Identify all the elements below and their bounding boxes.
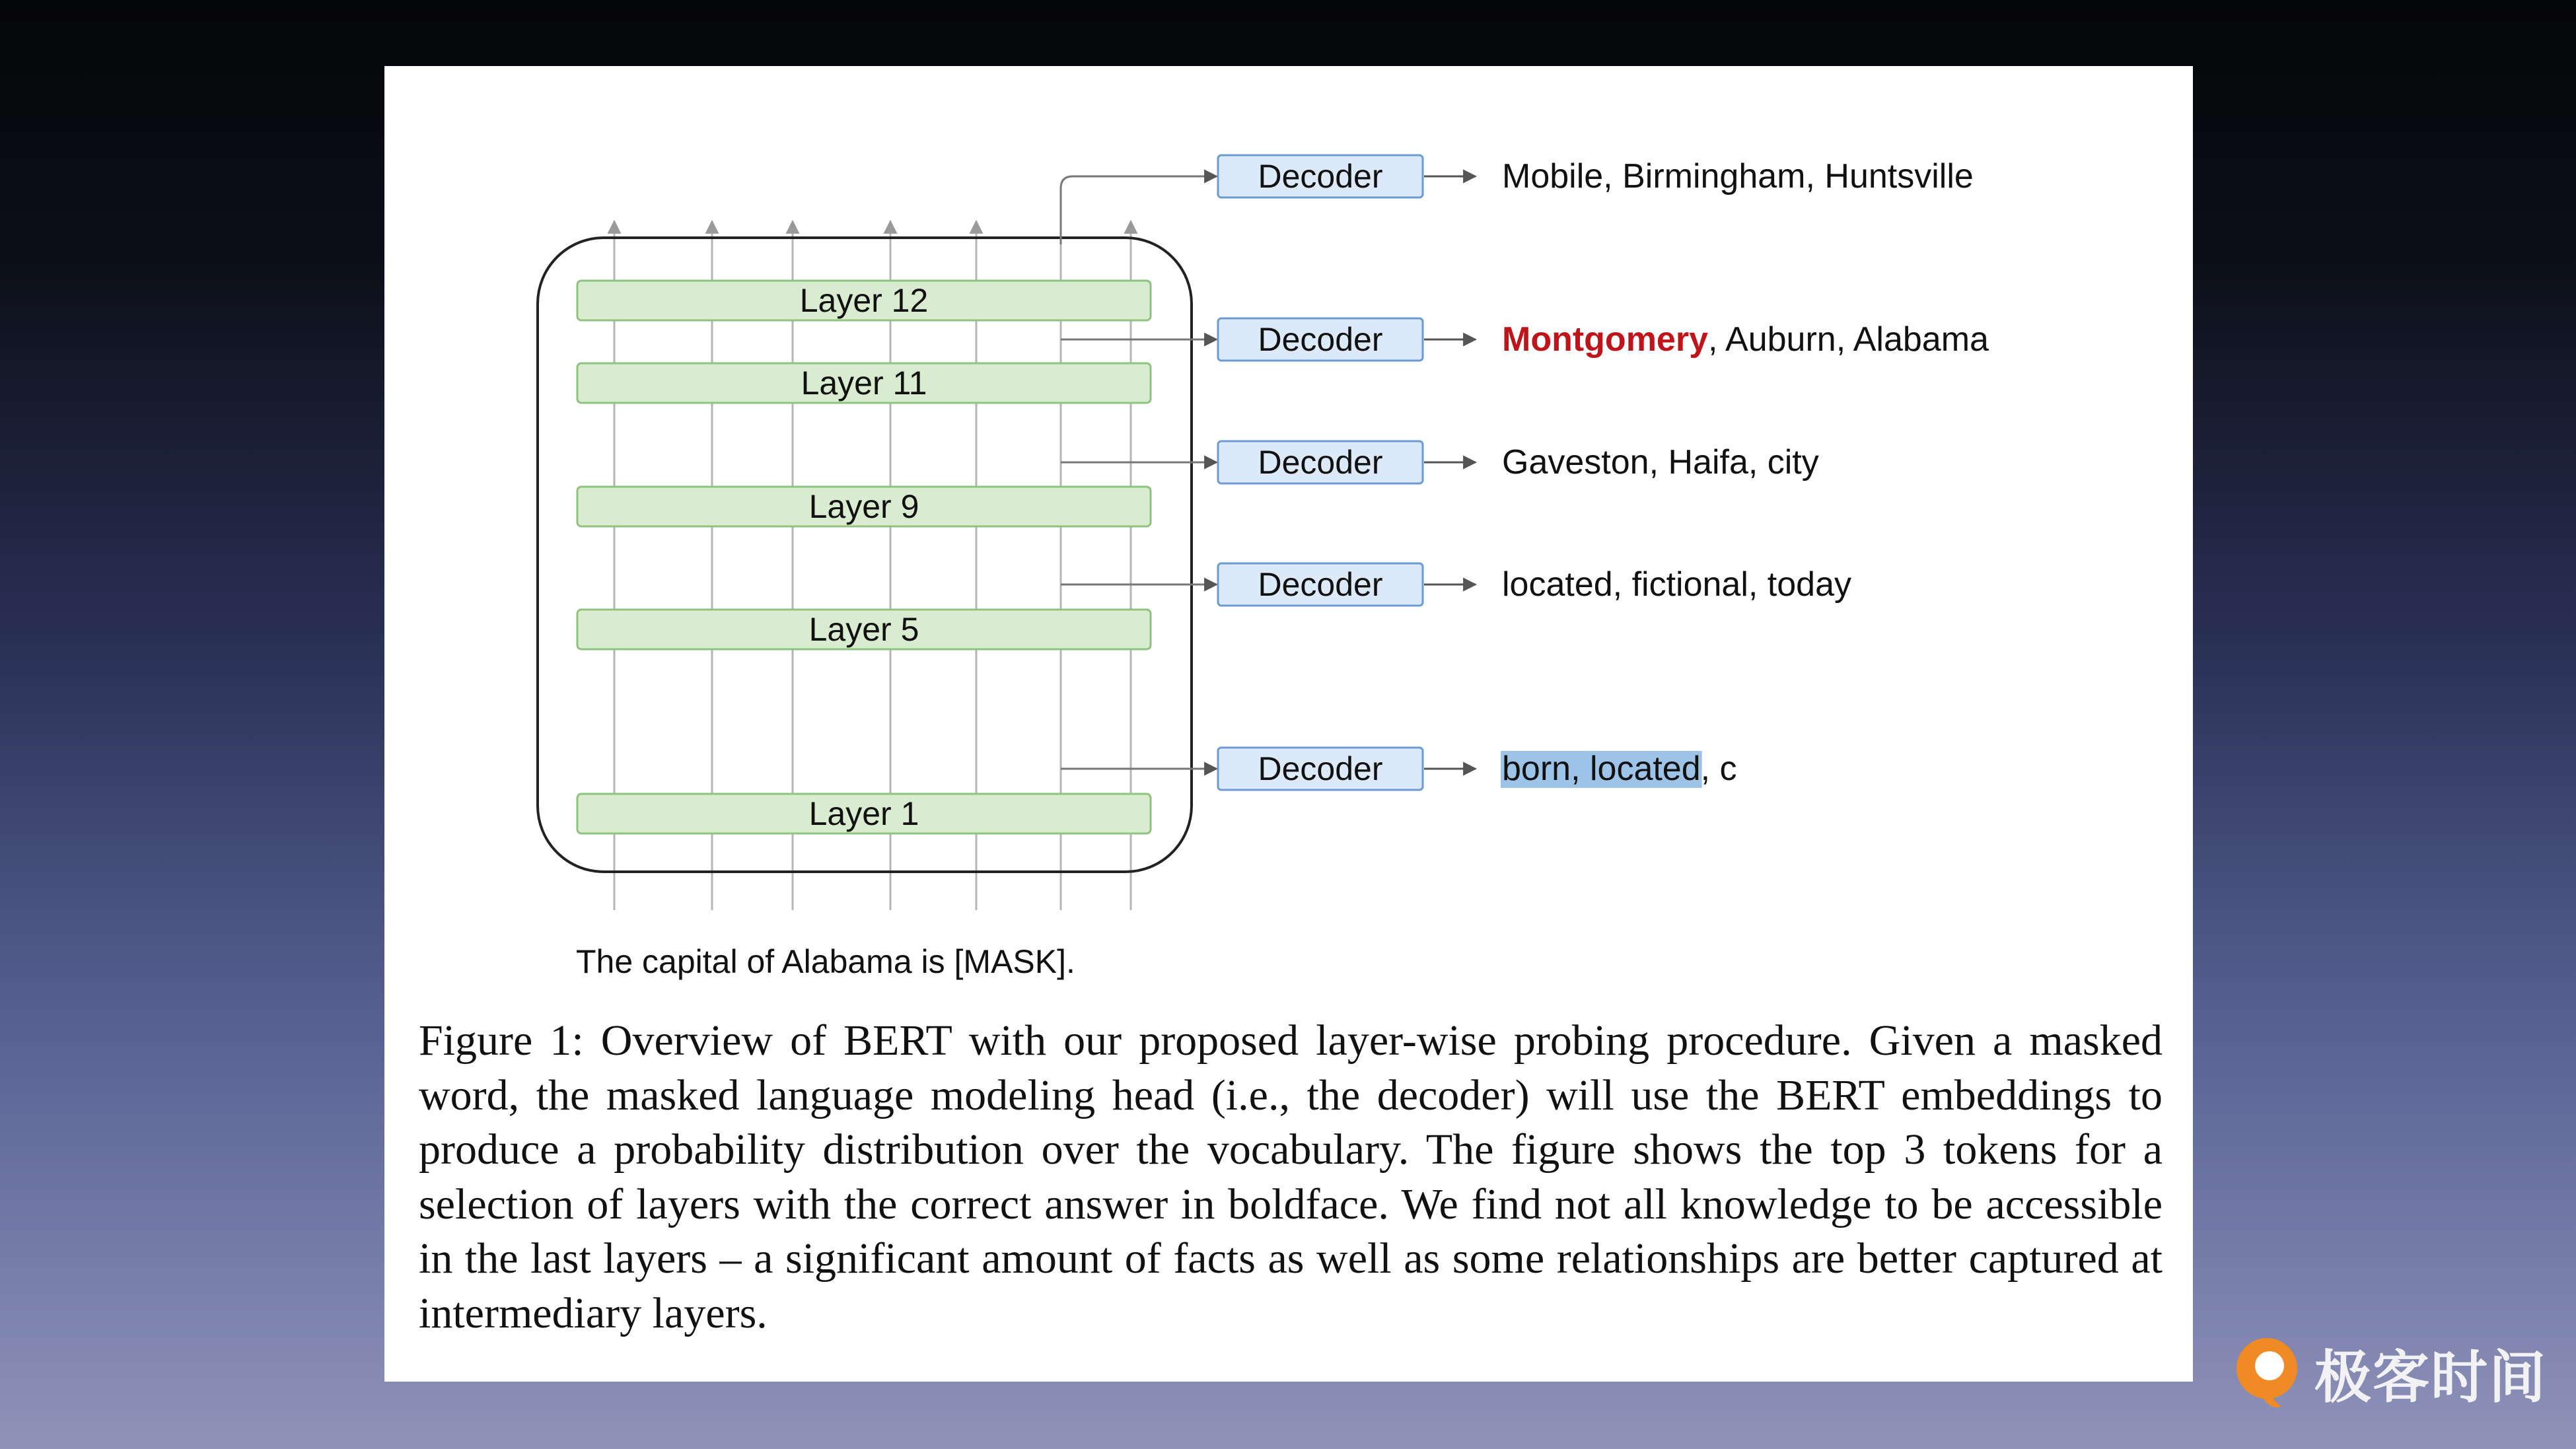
slide-card xyxy=(384,66,2193,1382)
decoder-taps xyxy=(1061,176,1217,769)
layer-label: Layer 5 xyxy=(808,611,919,648)
token-segment: Gaveston, Haifa, city xyxy=(1502,443,1819,481)
layer-label: Layer 11 xyxy=(801,365,927,402)
layer-9 xyxy=(577,487,1151,526)
token-segment: , c xyxy=(1700,750,1737,788)
token-segment: Mobile, Birmingham, Huntsville xyxy=(1502,157,1974,195)
token-segment: , Auburn, Alabama xyxy=(1708,320,1989,359)
figure-caption: Figure 1: Overview of BERT with our proposed layer-wise probing procedure. Given a masked word, the masked language modeling head (i.e., the decoder) will use the BERT embeddings to produce a probability distribution over the vocabulary. The figure shows the top 3 tokens for a selection of layers with the correct answer in boldface. We find not all knowledge to be accessible in the last layers – a significant amount of facts as well as some relationships are better captured at intermediary layers. xyxy=(419,1016,2163,1337)
decoder-label: Decoder xyxy=(1258,566,1383,603)
decoder-5 xyxy=(1218,748,1476,790)
top-tokens-row-5 xyxy=(1502,750,1737,788)
decoder-label: Decoder xyxy=(1258,750,1383,787)
top-tokens-row-3 xyxy=(1502,443,1819,481)
watermark-text: 极客时间 xyxy=(2314,1345,2547,1411)
layer-12 xyxy=(577,281,1151,320)
layer-5 xyxy=(577,610,1151,649)
bert-probing-diagram xyxy=(384,66,2193,1017)
bert-encoder-frame xyxy=(538,238,1192,872)
decoder-label: Decoder xyxy=(1258,444,1383,481)
decoder-3 xyxy=(1218,441,1476,483)
layers-group xyxy=(577,281,1151,833)
decoder-label: Decoder xyxy=(1258,321,1383,358)
layer-label: Layer 12 xyxy=(799,282,929,319)
layer-1 xyxy=(577,794,1151,833)
decoder-tap-1 xyxy=(1061,176,1217,244)
top-tokens-row-2 xyxy=(1502,320,1989,359)
layer-11 xyxy=(577,363,1151,403)
top-tokens-row-4 xyxy=(1502,565,1851,604)
decoder-4 xyxy=(1218,563,1476,606)
top-tokens-row-1 xyxy=(1502,157,1974,195)
token-segment: born, located xyxy=(1502,750,1701,788)
layer-label: Layer 9 xyxy=(808,488,919,525)
decoder-label: Decoder xyxy=(1258,158,1383,195)
decoder-1 xyxy=(1218,155,1476,197)
geektime-logo-icon xyxy=(2233,1333,2305,1412)
watermark xyxy=(2233,1333,2547,1412)
token-segment: Montgomery xyxy=(1502,320,1708,359)
input-sentence: The capital of Alabama is [MASK]. xyxy=(576,943,1075,980)
token-segment: located, fictional, today xyxy=(1502,565,1851,604)
outputs-group xyxy=(1501,157,1989,788)
decoder-2 xyxy=(1218,318,1476,361)
decoders-group xyxy=(1218,155,1476,790)
layer-label: Layer 1 xyxy=(808,795,919,832)
